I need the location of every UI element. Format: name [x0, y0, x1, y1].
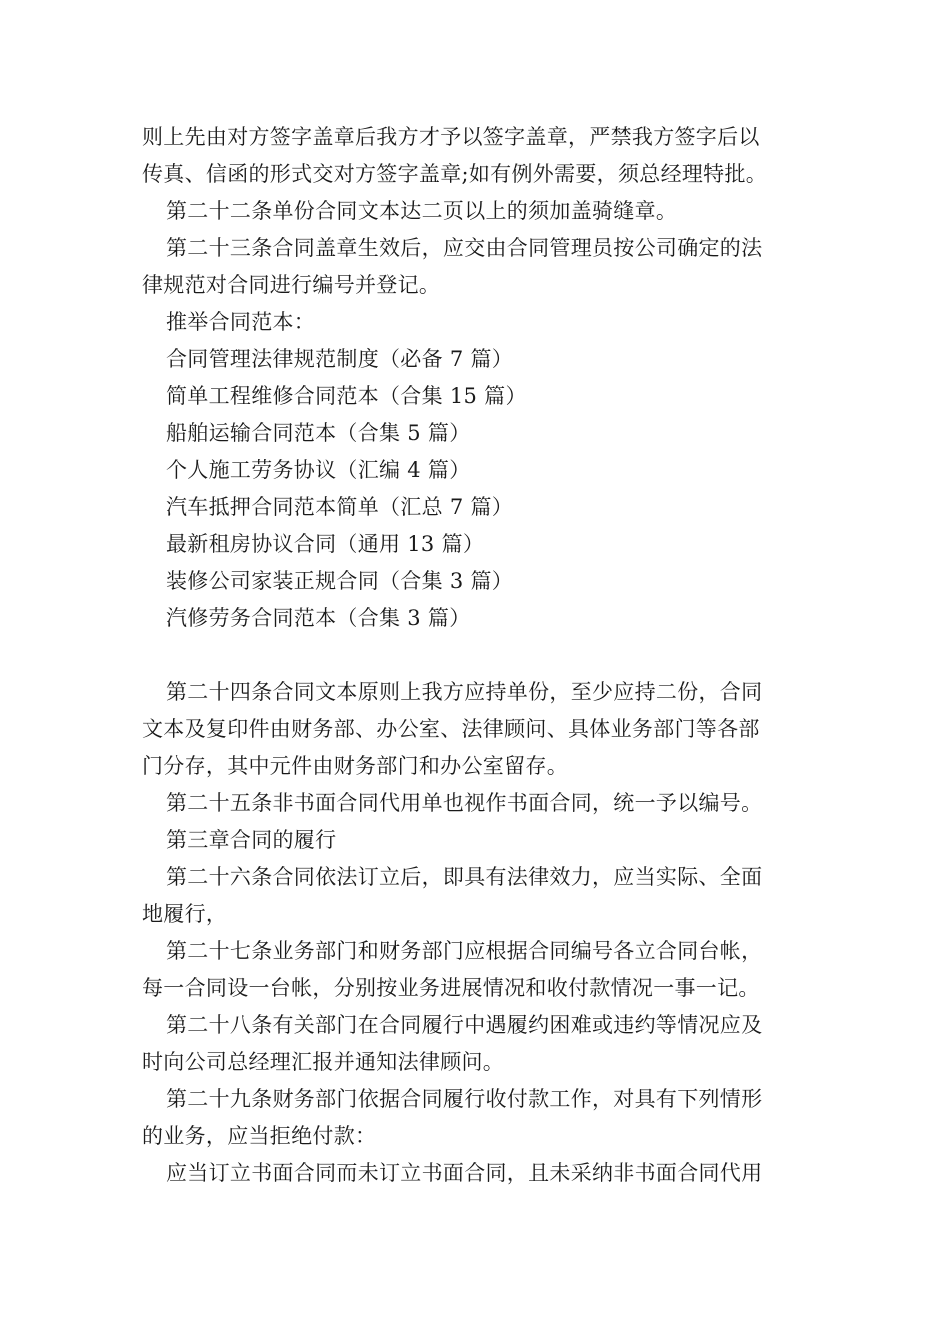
- list-item: 装修公司家装正规合同（合集 3 篇）: [166, 569, 514, 593]
- text-line: 第二十八条有关部门在合同履行中遇履约困难或违约等情况应及: [166, 1013, 763, 1037]
- list-item: 个人施工劳务协议（汇编 4 篇）: [166, 458, 471, 482]
- text-line: 第二十三条合同盖章生效后，应交由合同管理员按公司确定的法: [166, 236, 763, 260]
- text-line: 文本及复印件由财务部、办公室、法律顾问、具体业务部门等各部: [142, 717, 760, 741]
- text-line: 第二十九条财务部门依据合同履行收付款工作，对具有下列情形: [166, 1087, 763, 1111]
- list-item: 汽修劳务合同范本（合集 3 篇）: [166, 606, 471, 630]
- text-line: 推举合同范本：: [166, 310, 316, 334]
- text-line: 第二十七条业务部门和财务部门应根据合同编号各立合同台帐，: [166, 939, 763, 963]
- text-line: 第二十五条非书面合同代用单也视作书面合同，统一予以编号。: [166, 791, 763, 815]
- text-line: 律规范对合同进行编号并登记。: [142, 273, 441, 297]
- text-line: 第二十四条合同文本原则上我方应持单份，至少应持二份，合同: [166, 680, 763, 704]
- list-item: 汽车抵押合同范本简单（汇总 7 篇）: [166, 495, 514, 519]
- text-line: 地履行，: [142, 902, 228, 926]
- text-line: 应当订立书面合同而未订立书面合同，且未采纳非书面合同代用: [166, 1161, 763, 1185]
- text-line: 每一合同设一台帐，分别按业务进展情况和收付款情况一事一记。: [142, 976, 760, 1000]
- text-line: 传真、信函的形式交对方签字盖章;如有例外需要，须总经理特批。: [142, 162, 768, 186]
- list-item: 船舶运输合同范本（合集 5 篇）: [166, 421, 471, 445]
- list-item: 简单工程维修合同范本（合集 15 篇）: [166, 384, 527, 408]
- list-item: 最新租房协议合同（通用 13 篇）: [166, 532, 485, 556]
- chapter-heading: 第三章合同的履行: [166, 828, 337, 852]
- text-line: 第二十六条合同依法订立后，即具有法律效力，应当实际、全面: [166, 865, 763, 889]
- list-item: 合同管理法律规范制度（必备 7 篇）: [166, 347, 514, 371]
- text-line: 的业务，应当拒绝付款：: [142, 1124, 377, 1148]
- text-line: 则上先由对方签字盖章后我方才予以签字盖章，严禁我方签字后以: [142, 125, 760, 149]
- text-line: 第二十二条单份合同文本达二页以上的须加盖骑缝章。: [166, 199, 678, 223]
- text-line: 时向公司总经理汇报并通知法律顾问。: [142, 1050, 505, 1074]
- text-line: 门分存，其中元件由财务部门和办公室留存。: [142, 754, 568, 778]
